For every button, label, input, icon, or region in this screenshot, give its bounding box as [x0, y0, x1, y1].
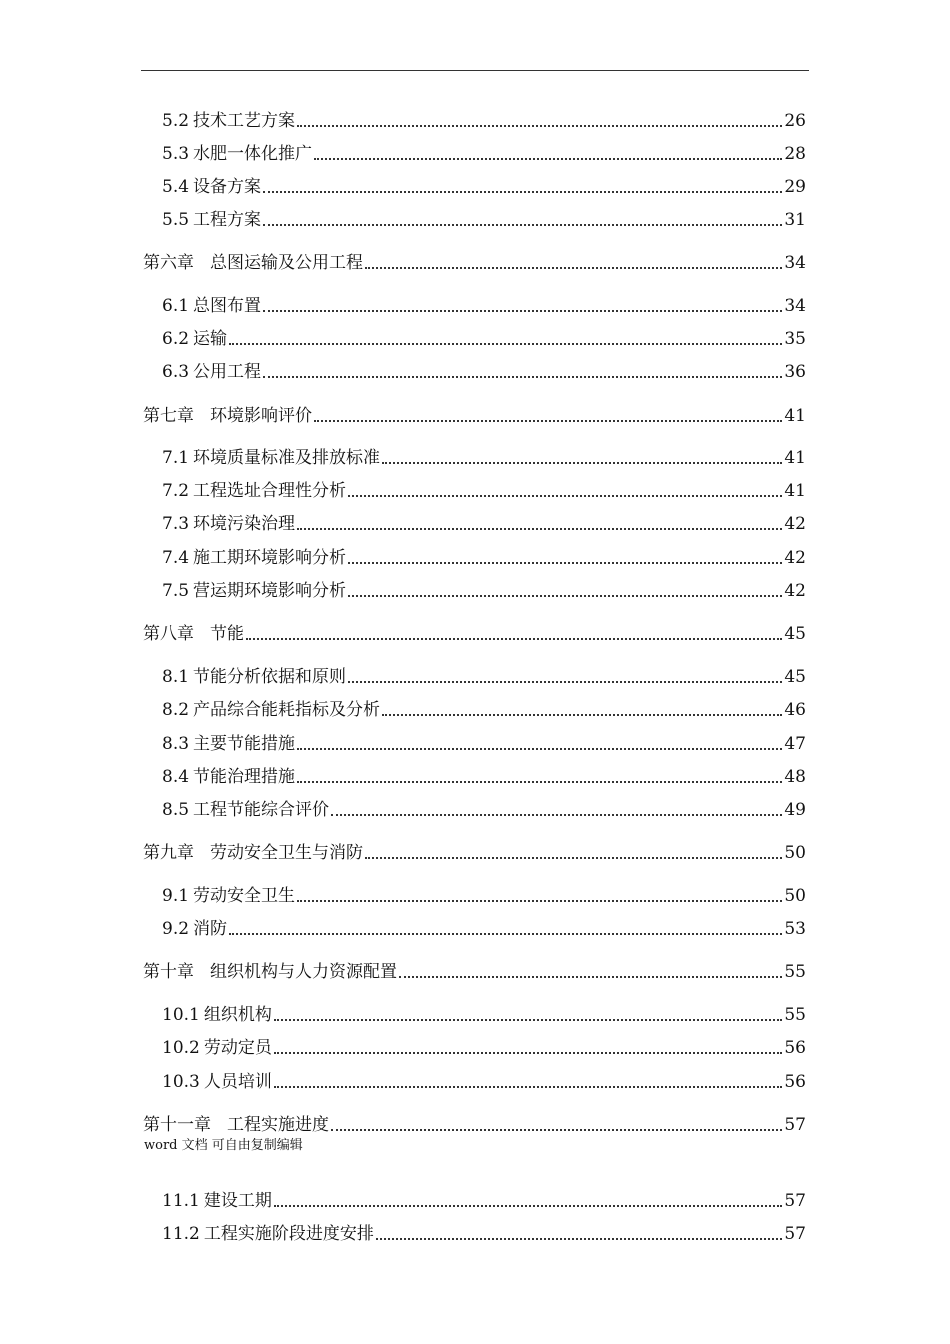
toc-chapter-entry[interactable]	[143, 1113, 806, 1137]
toc-entry-number: 11.2	[162, 1224, 200, 1244]
dot-leader	[365, 267, 782, 269]
dot-leader	[331, 1129, 782, 1131]
header-rule	[141, 70, 809, 71]
toc-entry-label	[162, 798, 329, 822]
dot-leader	[229, 933, 782, 935]
dot-leader	[263, 224, 782, 226]
toc-entry-number: 5.3	[162, 144, 190, 164]
toc-entry-label	[162, 512, 295, 536]
toc-entry-number: 第十一章	[143, 1115, 211, 1135]
toc-entry-title: 节能	[210, 624, 244, 644]
toc-page-number: 53	[784, 919, 806, 939]
dot-leader	[376, 1238, 783, 1240]
toc-page-number: 42	[784, 514, 806, 534]
toc-entry-number: 10.1	[162, 1005, 200, 1025]
toc-entry-title: 组织机构	[203, 1005, 272, 1025]
toc-entry-number: 8.5	[162, 800, 190, 820]
toc-chapter-entry[interactable]	[143, 960, 806, 984]
dot-leader	[246, 638, 782, 640]
toc-entry-number: 5.2	[162, 111, 190, 131]
dot-leader	[382, 714, 782, 716]
toc-entry-title: 产品综合能耗指标及分析	[193, 700, 381, 720]
toc-entry-number: 第九章	[143, 843, 194, 863]
toc-section-entry[interactable]	[162, 512, 806, 536]
dot-leader	[314, 420, 782, 422]
toc-section-entry[interactable]	[162, 1222, 806, 1246]
toc-entry-title: 主要节能措施	[193, 734, 296, 754]
dot-leader	[348, 595, 782, 597]
toc-page-number: 36	[784, 362, 806, 382]
toc-page-number: 45	[784, 667, 806, 687]
toc-page-number: 57	[784, 1224, 806, 1244]
toc-page-number: 31	[784, 210, 806, 230]
toc-entry-label	[162, 142, 312, 166]
dot-leader	[297, 528, 782, 530]
dot-leader	[274, 1052, 783, 1054]
toc-entry-title: 消防	[193, 919, 228, 939]
toc-entry-title: 环境污染治理	[193, 514, 296, 534]
toc-entry-label	[143, 251, 363, 275]
toc-page-number: 41	[784, 481, 806, 501]
toc-entry-label	[143, 1113, 329, 1137]
toc-entry-number: 7.1	[162, 448, 190, 468]
toc-entry-title: 组织机构与人力资源配置	[210, 962, 397, 982]
toc-entry-label	[162, 1189, 272, 1213]
toc-section-entry[interactable]	[162, 1070, 806, 1094]
dot-leader	[274, 1205, 783, 1207]
dot-leader	[263, 310, 782, 312]
toc-entry-title: 总图运输及公用工程	[210, 253, 363, 273]
toc-entry-number: 10.2	[162, 1038, 200, 1058]
dot-leader	[297, 900, 782, 902]
toc-page-number: 48	[784, 767, 806, 787]
toc-page-number: 28	[784, 144, 806, 164]
toc-section-entry[interactable]	[162, 208, 806, 232]
toc-entry-title: 工程方案	[193, 210, 262, 230]
toc-entry-label	[162, 479, 346, 503]
toc-entry-label	[162, 1003, 272, 1027]
toc-entry-number: 第八章	[143, 624, 194, 644]
toc-page-number: 41	[784, 406, 806, 426]
toc-entry-number: 8.3	[162, 734, 190, 754]
toc-page-number: 34	[784, 253, 806, 273]
toc-section-entry[interactable]	[162, 1189, 806, 1213]
dot-leader	[399, 976, 782, 978]
toc-section-entry[interactable]	[162, 798, 806, 822]
toc-entry-number: 7.3	[162, 514, 190, 534]
toc-entry-label	[143, 841, 363, 865]
toc-entry-label	[162, 546, 346, 570]
toc-page-number: 55	[784, 962, 806, 982]
dot-leader	[365, 857, 782, 859]
toc-entry-number: 10.3	[162, 1072, 200, 1092]
toc-entry-label	[162, 1070, 272, 1094]
toc-entry-label	[162, 175, 261, 199]
toc-section-entry[interactable]	[162, 1003, 806, 1027]
toc-entry-label	[162, 579, 346, 603]
toc-entry-label	[162, 294, 261, 318]
toc-section-entry[interactable]	[162, 732, 806, 756]
toc-chapter-entry[interactable]	[143, 622, 806, 646]
toc-page-number: 47	[784, 734, 806, 754]
toc-page-number: 34	[784, 296, 806, 316]
toc-entry-title: 技术工艺方案	[193, 111, 296, 131]
toc-entry-number: 第六章	[143, 253, 194, 273]
toc-entry-label	[162, 698, 380, 722]
toc-section-entry[interactable]	[162, 175, 806, 199]
toc-entry-label	[162, 360, 261, 384]
toc-section-entry[interactable]	[162, 546, 806, 570]
toc-entry-label	[162, 327, 227, 351]
toc-entry-number: 11.1	[162, 1191, 200, 1211]
dot-leader	[274, 1019, 783, 1021]
toc-entry-number: 8.4	[162, 767, 190, 787]
toc-entry-title: 劳动安全卫生	[193, 886, 296, 906]
dot-leader	[229, 343, 782, 345]
dot-leader	[263, 376, 782, 378]
toc-section-entry[interactable]	[162, 1036, 806, 1060]
toc-entry-label	[162, 1036, 272, 1060]
toc-page-number: 55	[784, 1005, 806, 1025]
toc-entry-number: 5.5	[162, 210, 190, 230]
toc-entry-title: 施工期环境影响分析	[193, 548, 347, 568]
dot-leader	[382, 462, 782, 464]
toc-page-number: 50	[784, 886, 806, 906]
toc-page-number: 35	[784, 329, 806, 349]
dot-leader	[297, 748, 782, 750]
toc-page-number: 42	[784, 548, 806, 568]
dot-leader	[348, 562, 782, 564]
toc-page-number: 29	[784, 177, 806, 197]
dot-leader	[263, 191, 782, 193]
dot-leader	[348, 495, 782, 497]
toc-entry-number: 第七章	[143, 406, 194, 426]
toc-chapter-entry[interactable]	[143, 841, 806, 865]
toc-section-entry[interactable]	[162, 765, 806, 789]
toc-page-number: 50	[784, 843, 806, 863]
toc-entry-title: 环境质量标准及排放标准	[193, 448, 381, 468]
toc-entry-label	[162, 732, 295, 756]
toc-entry-title: 人员培训	[203, 1072, 272, 1092]
toc-entry-label	[162, 446, 380, 470]
toc-page-number: 46	[784, 700, 806, 720]
dot-leader	[297, 781, 782, 783]
toc-section-entry[interactable]	[162, 109, 806, 133]
toc-section-entry[interactable]	[162, 479, 806, 503]
toc-section-entry[interactable]	[162, 665, 806, 689]
toc-entry-number: 9.2	[162, 919, 190, 939]
dot-leader	[297, 125, 782, 127]
toc-entry-title: 工程实施阶段进度安排	[203, 1224, 374, 1244]
toc-entry-number: 8.2	[162, 700, 190, 720]
toc-entry-label	[162, 208, 261, 232]
toc-page-number: 41	[784, 448, 806, 468]
toc-page-number: 56	[784, 1038, 806, 1058]
toc-entry-number: 7.2	[162, 481, 190, 501]
dot-leader	[314, 158, 782, 160]
toc-entry-title: 设备方案	[193, 177, 262, 197]
toc-section-entry[interactable]	[162, 327, 806, 351]
toc-entry-number: 5.4	[162, 177, 190, 197]
toc-entry-number: 7.4	[162, 548, 190, 568]
toc-entry-label	[143, 622, 244, 646]
toc-entry-title: 节能分析依据和原则	[193, 667, 347, 687]
toc-section-entry[interactable]	[162, 917, 806, 941]
toc-entry-label	[162, 917, 227, 941]
toc-entry-title: 总图布置	[193, 296, 262, 316]
toc-entry-title: 工程选址合理性分析	[193, 481, 347, 501]
toc-entry-title: 工程实施进度	[227, 1115, 329, 1135]
toc-entry-number: 6.1	[162, 296, 190, 316]
toc-entry-number: 8.1	[162, 667, 190, 687]
toc-entry-number: 7.5	[162, 581, 190, 601]
toc-chapter-entry[interactable]	[143, 404, 806, 428]
toc-entry-label	[143, 960, 397, 984]
toc-entry-title: 节能治理措施	[193, 767, 296, 787]
toc-section-entry[interactable]	[162, 294, 806, 318]
toc-page-number: 26	[784, 111, 806, 131]
toc-entry-title: 建设工期	[203, 1191, 272, 1211]
toc-entry-number: 6.2	[162, 329, 190, 349]
toc-page-number: 57	[784, 1115, 806, 1135]
dot-leader	[331, 814, 782, 816]
toc-entry-title: 公用工程	[193, 362, 262, 382]
dot-leader	[348, 681, 782, 683]
toc-page-number: 56	[784, 1072, 806, 1092]
toc-section-entry[interactable]	[162, 884, 806, 908]
toc-section-entry[interactable]	[162, 698, 806, 722]
toc-page-number: 57	[784, 1191, 806, 1211]
toc-page-number: 49	[784, 800, 806, 820]
toc-entry-title: 运输	[193, 329, 228, 349]
toc-entry-number: 第十章	[143, 962, 194, 982]
toc-entry-label	[162, 109, 295, 133]
toc-entry-title: 劳动安全卫生与消防	[210, 843, 363, 863]
toc-entry-label	[143, 404, 312, 428]
toc-page-number: 42	[784, 581, 806, 601]
toc-entry-title: 水肥一体化推广	[193, 144, 313, 164]
toc-entry-title: 工程节能综合评价	[193, 800, 330, 820]
toc-entry-label	[162, 1222, 374, 1246]
toc-section-entry[interactable]	[162, 142, 806, 166]
toc-entry-number: 6.3	[162, 362, 190, 382]
toc-entry-title: 劳动定员	[203, 1038, 272, 1058]
toc-section-entry[interactable]	[162, 579, 806, 603]
toc-entry-title: 营运期环境影响分析	[193, 581, 347, 601]
toc-entry-label	[162, 665, 346, 689]
toc-entry-number: 9.1	[162, 886, 190, 906]
toc-section-entry[interactable]	[162, 446, 806, 470]
toc-chapter-entry[interactable]	[143, 251, 806, 275]
dot-leader	[274, 1086, 783, 1088]
toc-entry-label	[162, 884, 295, 908]
toc-entry-label	[162, 765, 295, 789]
toc-page-number: 45	[784, 624, 806, 644]
toc-section-entry[interactable]	[162, 360, 806, 384]
footer-note: word 文档 可自由复制编辑	[144, 1138, 303, 1153]
toc-entry-title: 环境影响评价	[210, 406, 312, 426]
